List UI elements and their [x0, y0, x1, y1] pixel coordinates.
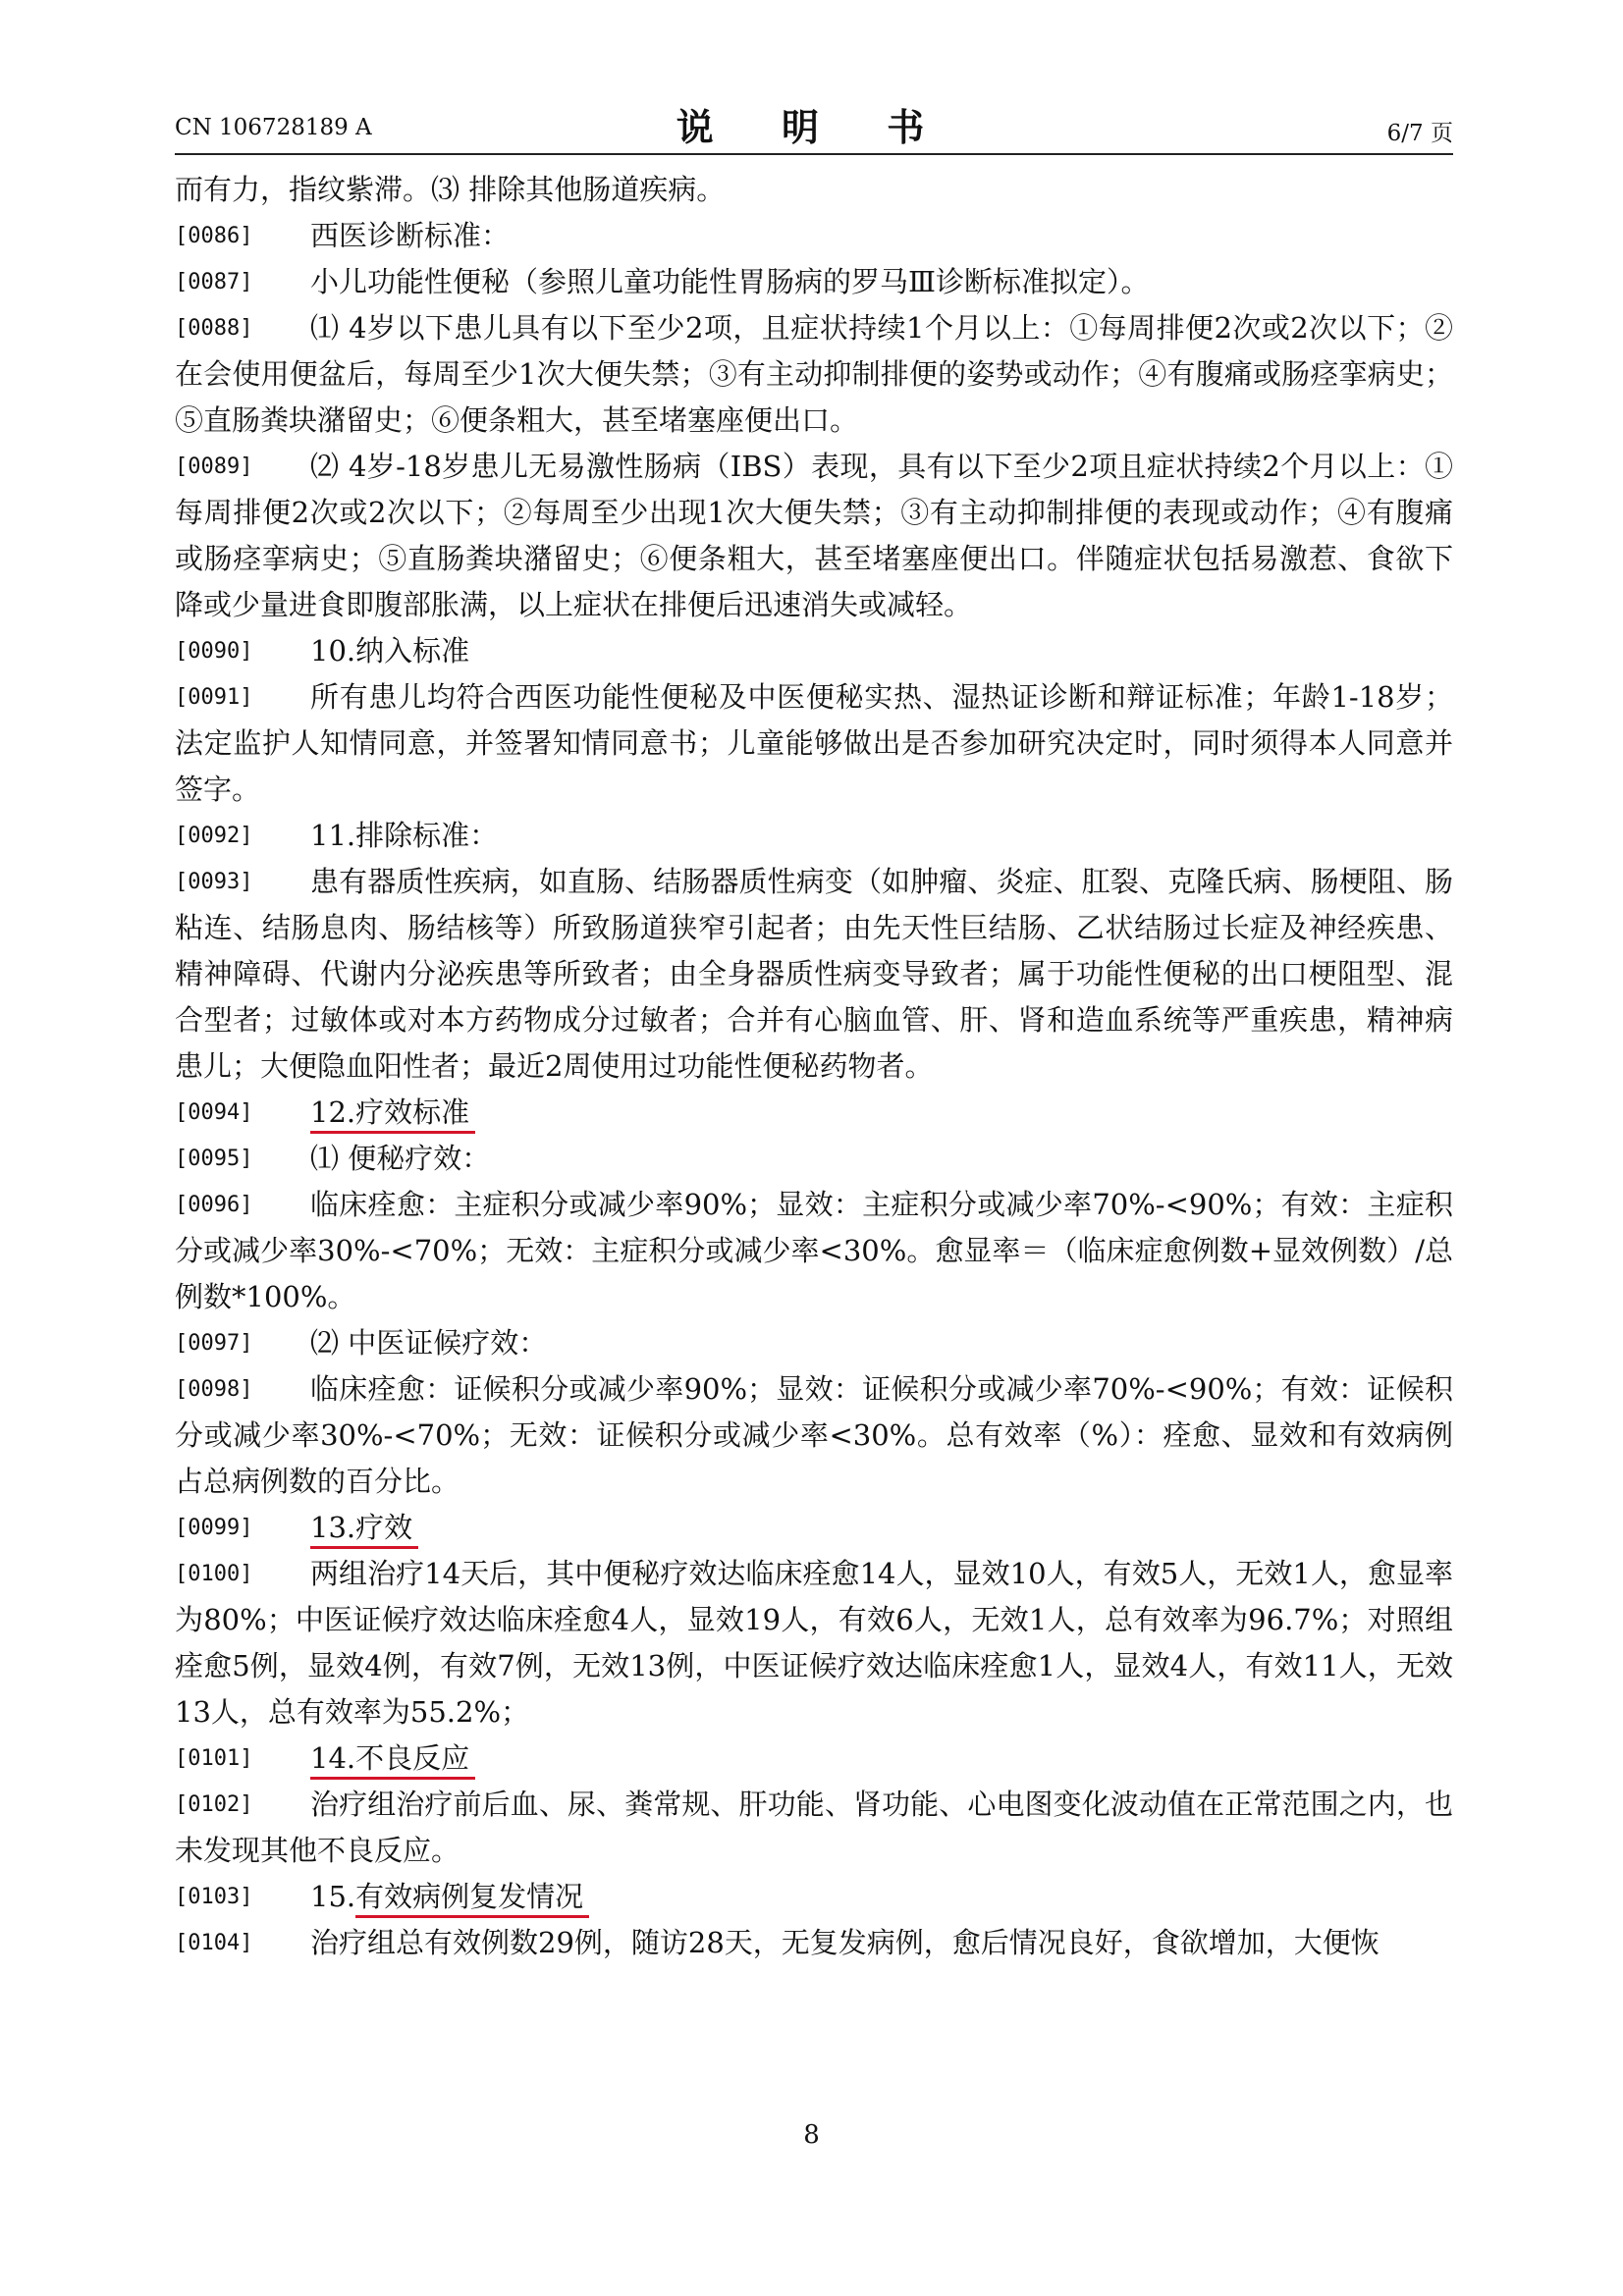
paragraph-text: 两组治疗14天后，其中便秘疗效达临床痊愈14人，显效10人，有效5人，无效1人，愈显率为80%；中医证候疗效达临床痊愈4人，显效19人，有效6人，无效1人，总有效率为96.7%；对照组痊愈5例，显效4例，有效7例，无效13例，中医证候疗效达临床痊愈1人，显效4人，有效11人，无效13人，总有效率为55.2%；	[175, 1557, 1453, 1729]
paragraph-0098	[175, 1366, 1453, 1505]
paragraph-number: [0087]	[175, 270, 253, 294]
paragraph-text: ⑴ 4岁以下患儿具有以下至少2项，且症状持续1个月以上：①每周排便2次或2次以下；②在会使用便盆后，每周至少1次大便失禁；③有主动抑制排便的姿势或动作；④有腹痛或肠痉挛病史；⑤直肠粪块潴留史；⑥便条粗大，甚至堵塞座便出口。	[175, 311, 1453, 437]
underlined-heading: 12.疗效标准	[310, 1095, 475, 1134]
paragraph-text: 治疗组总有效例数29例，随访28天，无复发病例，愈后情况良好，食欲增加，大便恢	[310, 1926, 1380, 1959]
document-body	[175, 167, 1453, 1966]
paragraph-number: [0094]	[175, 1100, 253, 1125]
paragraph-0088	[175, 305, 1453, 444]
paragraph-0089	[175, 444, 1453, 628]
paragraph-0087	[175, 259, 1453, 305]
paragraph-0090	[175, 628, 1453, 674]
paragraph-number: [0099]	[175, 1516, 253, 1540]
paragraph-text: 临床痊愈：主症积分或减少率90%；显效：主症积分或减少率70%-<90%；有效：主症积分或减少率30%-<70%；无效：主症积分或减少率<30%。愈显率＝（临床症愈例数+显效例数）/总例数*100%。	[175, 1188, 1453, 1313]
paragraph-number: [0104]	[175, 1931, 253, 1955]
paragraph-text: 而有力，指纹紫滞。⑶ 排除其他肠道疾病。	[175, 173, 726, 206]
paragraph-text: 小儿功能性便秘（参照儿童功能性胃肠病的罗马Ⅲ诊断标准拟定）。	[310, 265, 1150, 298]
heading-prefix: 15.	[310, 1880, 356, 1913]
paragraph-text: ⑴ 便秘疗效：	[310, 1142, 491, 1175]
paragraph-0099	[175, 1505, 1453, 1551]
paragraph-number: [0093]	[175, 870, 253, 894]
paragraph-0086	[175, 213, 1453, 259]
paragraph-number: [0091]	[175, 685, 253, 710]
underlined-heading: 13.疗效	[310, 1511, 418, 1549]
document-title: 说 明 书	[676, 106, 952, 149]
paragraph-0101	[175, 1735, 1453, 1782]
paragraph-number: [0096]	[175, 1193, 253, 1217]
paragraph-0103	[175, 1874, 1453, 1920]
paragraph-text: 患有器质性疾病，如直肠、结肠器质性病变（如肿瘤、炎症、肛裂、克隆氏病、肠梗阻、肠粘连、结肠息肉、肠结核等）所致肠道狭窄引起者；由先天性巨结肠、乙状结肠过长症及神经疾患、精神障碍、代谢内分泌疾患等所致者；由全身器质性病变导致者；属于功能性便秘的出口梗阻型、混合型者；过敏体或对本方药物成分过敏者；合并有心脑血管、肝、肾和造血系统等严重疾患，精神病患儿；大便隐血阳性者；最近2周使用过功能性便秘药物者。	[175, 865, 1453, 1083]
paragraph-text: 11.排除标准：	[310, 819, 499, 852]
paragraph-number: [0095]	[175, 1147, 253, 1171]
paragraph-number: [0102]	[175, 1792, 253, 1817]
paragraph-number: [0092]	[175, 824, 253, 848]
patent-number: CN 106728189 A	[175, 115, 372, 140]
paragraph-text: ⑵ 4岁-18岁患儿无易激性肠病（IBS）表现，具有以下至少2项且症状持续2个月以上：①每周排便2次或2次以下；②每周至少出现1次大便失禁；③有主动抑制排便的表现或动作；④有腹痛或肠痉挛病史；⑤直肠粪块潴留史；⑥便条粗大，甚至堵塞座便出口。伴随症状包括易激惹、食欲下降或少量进食即腹部胀满，以上症状在排便后迅速消失或减轻。	[175, 450, 1453, 621]
paragraph-text: 治疗组治疗前后血、尿、粪常规、肝功能、肾功能、心电图变化波动值在正常范围之内，也未发现其他不良反应。	[175, 1788, 1453, 1867]
paragraph-text: 所有患儿均符合西医功能性便秘及中医便秘实热、湿热证诊断和辩证标准；年龄1-18岁；法定监护人知情同意，并签署知情同意书；儿童能够做出是否参加研究决定时，同时须得本人同意并签字。	[175, 680, 1453, 806]
paragraph-0093	[175, 859, 1453, 1090]
paragraph-number: [0098]	[175, 1377, 253, 1402]
paragraph-text: 临床痊愈：证候积分或减少率90%；显效：证候积分或减少率70%-<90%；有效：证候积分或减少率30%-<70%；无效：证候积分或减少率<30%。总有效率（%）：痊愈、显效和有效病例占总病例数的百分比。	[175, 1372, 1453, 1498]
paragraph-text: 西医诊断标准：	[310, 219, 511, 252]
header-divider	[175, 153, 1453, 155]
paragraph-0104	[175, 1920, 1453, 1966]
paragraph-number: [0090]	[175, 639, 253, 664]
paragraph-number: [0097]	[175, 1331, 253, 1356]
paragraph-number: [0089]	[175, 454, 253, 479]
paragraph-0091	[175, 674, 1453, 813]
paragraph-0096	[175, 1182, 1453, 1320]
paragraph-text: ⑵ 中医证候疗效：	[310, 1326, 548, 1360]
paragraph-number: [0086]	[175, 224, 253, 248]
page-header	[175, 93, 1453, 152]
paragraph-0094	[175, 1090, 1453, 1136]
page-indicator: 6/7 页	[1386, 121, 1453, 146]
paragraph-0100	[175, 1551, 1453, 1735]
paragraph-text: 10.纳入标准	[310, 634, 470, 667]
paragraph-number: [0088]	[175, 316, 253, 341]
underlined-heading: 有效病例复发情况	[355, 1880, 589, 1918]
paragraph-0092	[175, 813, 1453, 859]
paragraph-0097	[175, 1320, 1453, 1366]
paragraph-number: [0100]	[175, 1562, 253, 1586]
underlined-heading: 14.不良反应	[310, 1741, 475, 1780]
paragraph-continuation	[175, 167, 1453, 213]
paragraph-number: [0103]	[175, 1885, 253, 1909]
page-number: 8	[803, 2120, 820, 2150]
paragraph-0102	[175, 1782, 1453, 1874]
paragraph-number: [0101]	[175, 1746, 253, 1771]
paragraph-0095	[175, 1136, 1453, 1182]
